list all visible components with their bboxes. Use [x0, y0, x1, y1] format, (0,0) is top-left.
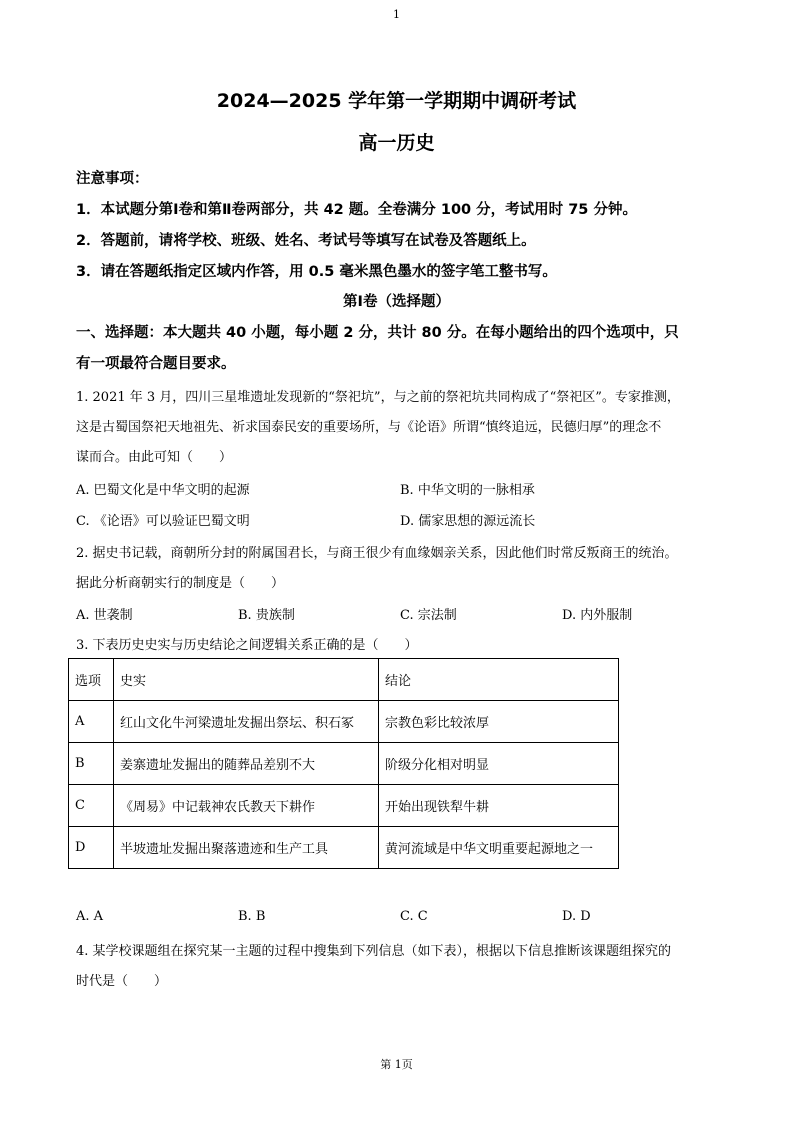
q3-option-a: A. A — [76, 909, 104, 924]
q1-option-b: B. 中华文明的一脉相承 — [400, 483, 535, 498]
table-cell-option: C — [69, 785, 114, 827]
q1-stem-line2: 这是古蜀国祭祀天地祖先、祈求国泰民安的重要场所，与《论语》所谓“慎终追远，民德归厚”的理念不 — [76, 420, 662, 435]
notice-item-1: 1．本试题分第Ⅰ卷和第Ⅱ卷两部分，共 42 题。全卷满分 100 分，考试用时 75 分钟。 — [76, 202, 637, 218]
q3-option-d: D. D — [562, 909, 591, 924]
q2-option-d: D. 内外服制 — [562, 608, 633, 623]
q3-option-b: B. B — [238, 909, 266, 924]
q4-stem-line1: 4. 某学校课题组在探究某一主题的过程中搜集到下列信息（如下表），根据以下信息推断该课题组探究的 — [76, 944, 672, 959]
page-number-top: 1 — [393, 8, 400, 21]
part1-instruction-line1: 一、选择题：本大题共 40 小题，每小题 2 分，共计 80 分。在每小题给出的四个选项中，只 — [76, 325, 679, 341]
table-cell-option: A — [69, 701, 114, 743]
q3-option-c: C. C — [400, 909, 428, 924]
q2-stem-line2: 据此分析商朝实行的制度是（ ） — [76, 576, 285, 591]
table-header-fact: 史实 — [114, 659, 379, 701]
table-cell-option: D — [69, 827, 114, 869]
exam-subject: 高一历史 — [358, 132, 435, 154]
table-header-option: 选项 — [69, 659, 114, 701]
section-title: 第Ⅰ卷（选择题） — [343, 294, 450, 310]
table-cell-fact: 姜寨遗址发掘出的随葬品差别不大 — [114, 743, 379, 785]
q1-option-c: C. 《论语》可以验证巴蜀文明 — [76, 514, 250, 529]
q2-option-b: B. 贵族制 — [238, 608, 295, 623]
table-cell-conclusion: 黄河流域是中华文明重要起源地之一 — [379, 827, 619, 869]
table-cell-conclusion: 宗教色彩比较浓厚 — [379, 701, 619, 743]
notice-item-2: 2．答题前，请将学校、班级、姓名、考试号等填写在试卷及答题纸上。 — [76, 233, 536, 249]
table-row — [69, 827, 619, 869]
q4-stem-line2: 时代是（ ） — [76, 974, 168, 989]
table-cell-conclusion: 阶级分化相对明显 — [379, 743, 619, 785]
q2-option-c: C. 宗法制 — [400, 608, 457, 623]
part1-instruction-line2: 有一项最符合题目要求。 — [76, 356, 236, 372]
q1-stem-line3: 谋而合。由此可知（ ） — [76, 450, 233, 465]
q1-stem-line1: 1. 2021 年 3 月，四川三星堆遗址发现新的“祭祀坑”，与之前的祭祀坑共同构成了“祭祀区”。专家推测， — [76, 390, 680, 405]
exam-title: 2024—2025 学年第一学期期中调研考试 — [216, 90, 577, 112]
q1-option-d: D. 儒家思想的源远流长 — [400, 514, 536, 529]
table-cell-fact: 红山文化牛河梁遗址发掘出祭坛、积石冢 — [114, 701, 379, 743]
table-cell-option: B — [69, 743, 114, 785]
page-footer: 第 1页 — [380, 1058, 413, 1071]
q3-stem: 3. 下表历史史实与历史结论之间逻辑关系正确的是（ ） — [76, 638, 418, 653]
table-header-row — [69, 659, 619, 701]
q2-option-a: A. 世袭制 — [76, 608, 133, 623]
notice-heading: 注意事项： — [76, 171, 149, 187]
table-row — [69, 701, 619, 743]
notice-item-3: 3．请在答题纸指定区域内作答，用 0.5 毫米黑色墨水的签字笔工整书写。 — [76, 264, 557, 280]
table-cell-fact: 《周易》中记载神农氏教天下耕作 — [114, 785, 379, 827]
q2-stem-line1: 2. 据史书记载，商朝所分封的附属国君长，与商王很少有血缘姻亲关系，因此他们时常反叛商王的统治。 — [76, 546, 678, 561]
table-row — [69, 785, 619, 827]
q1-option-a: A. 巴蜀文化是中华文明的起源 — [76, 483, 250, 498]
table-header-conclusion: 结论 — [379, 659, 619, 701]
table-cell-conclusion: 开始出现铁犁牛耕 — [379, 785, 619, 827]
table-row — [69, 743, 619, 785]
q3-table — [68, 658, 619, 869]
table-cell-fact: 半坡遗址发掘出聚落遗迹和生产工具 — [114, 827, 379, 869]
